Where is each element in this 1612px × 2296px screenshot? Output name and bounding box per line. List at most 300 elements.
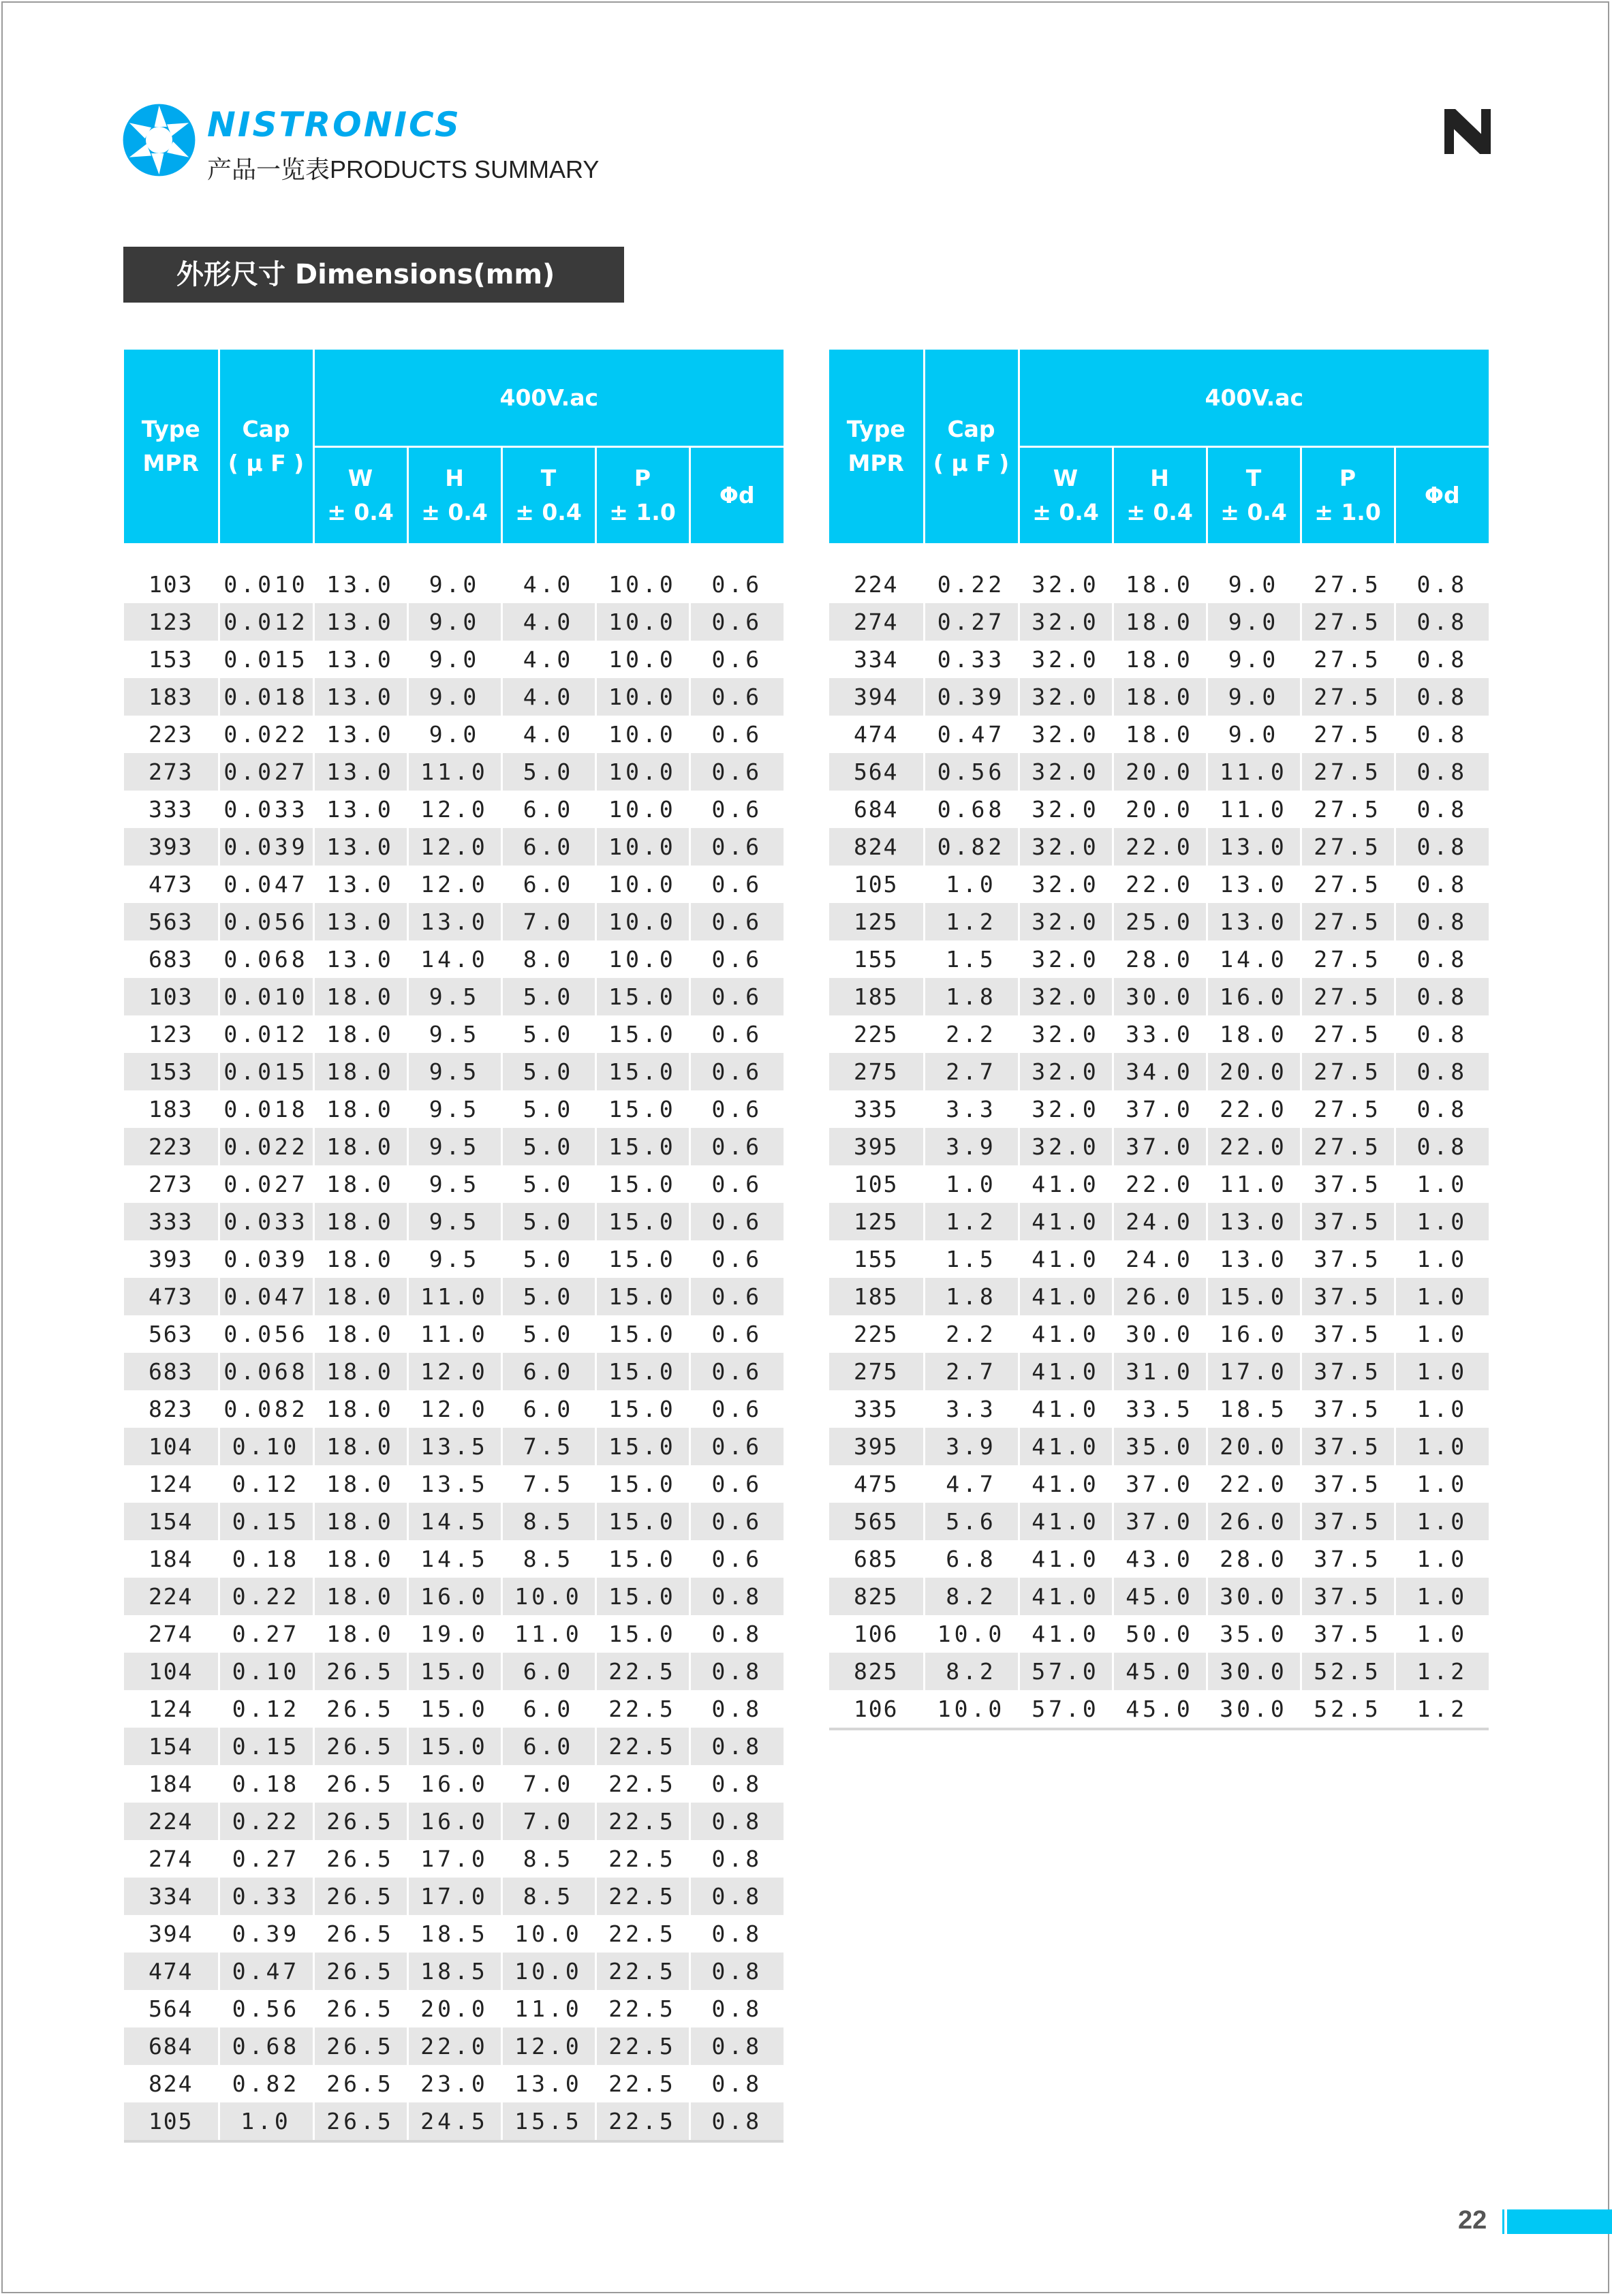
cell-type: 825: [829, 1653, 924, 1690]
cell-cap: 1.0: [924, 866, 1019, 903]
table-row: [829, 1240, 1489, 1278]
cell-w: 26.5: [313, 1728, 407, 1765]
cell-cap: 0.015: [219, 641, 313, 678]
cell-p: 37.5: [1301, 1578, 1395, 1615]
cell-w: 32.0: [1019, 566, 1113, 603]
cell-w: 32.0: [1019, 828, 1113, 866]
cell-p: 10.0: [595, 753, 689, 791]
cell-p: 22.5: [595, 1840, 689, 1878]
table-row: [124, 1128, 784, 1165]
cell-h: 22.0: [1113, 828, 1207, 866]
cell-w: 18.0: [313, 1615, 407, 1653]
cell-p: 10.0: [595, 791, 689, 828]
cell-p: 15.0: [595, 1015, 689, 1053]
table-row: [124, 2027, 784, 2065]
cell-w: 41.0: [1019, 1315, 1113, 1353]
table-row: [829, 1203, 1489, 1240]
cell-t: 7.0: [501, 1803, 595, 1840]
cell-t: 5.0: [501, 1128, 595, 1165]
cell-p: 37.5: [1301, 1315, 1395, 1353]
cell-type: 334: [829, 641, 924, 678]
cell-type: 474: [829, 716, 924, 753]
col-d-header: Φd: [1395, 447, 1489, 545]
cell-w: 57.0: [1019, 1690, 1113, 1728]
cell-t: 20.0: [1207, 1053, 1301, 1090]
cell-type: 565: [829, 1503, 924, 1540]
cell-d: 1.0: [1395, 1615, 1489, 1653]
cell-d: 0.6: [689, 1353, 784, 1390]
table-row: [829, 566, 1489, 603]
table-row: [124, 1165, 784, 1203]
cell-h: 31.0: [1113, 1353, 1207, 1390]
cell-p: 37.5: [1301, 1503, 1395, 1540]
cell-cap: 0.056: [219, 903, 313, 940]
cell-d: 0.8: [689, 2065, 784, 2102]
cell-t: 13.0: [1207, 866, 1301, 903]
cell-t: 7.5: [501, 1428, 595, 1465]
table-row: [124, 566, 784, 603]
cell-type: 105: [829, 1165, 924, 1203]
cell-t: 26.0: [1207, 1503, 1301, 1540]
cell-p: 27.5: [1301, 903, 1395, 940]
cell-type: 334: [124, 1878, 219, 1915]
cell-t: 4.0: [501, 716, 595, 753]
cell-w: 32.0: [1019, 1090, 1113, 1128]
cell-d: 1.0: [1395, 1353, 1489, 1390]
table-row: [829, 1353, 1489, 1390]
section-title: 外形尺寸 Dimensions(mm): [123, 247, 624, 303]
cell-p: 15.0: [595, 1278, 689, 1315]
cell-d: 0.8: [1395, 866, 1489, 903]
cell-type: 683: [124, 1353, 219, 1390]
cell-d: 0.8: [1395, 1128, 1489, 1165]
cell-h: 26.0: [1113, 1278, 1207, 1315]
cell-t: 8.5: [501, 1878, 595, 1915]
cell-d: 0.6: [689, 1203, 784, 1240]
cell-cap: 2.2: [924, 1015, 1019, 1053]
cell-t: 9.0: [1207, 566, 1301, 603]
cell-d: 0.8: [689, 1765, 784, 1803]
table-row: [124, 1503, 784, 1540]
cell-h: 37.0: [1113, 1465, 1207, 1503]
cell-t: 5.0: [501, 1203, 595, 1240]
page-accent-bar: [1507, 2209, 1612, 2234]
table-row: [124, 903, 784, 940]
cell-cap: 3.3: [924, 1390, 1019, 1428]
cell-t: 11.0: [501, 1615, 595, 1653]
cell-cap: 1.5: [924, 940, 1019, 978]
cell-d: 1.0: [1395, 1315, 1489, 1353]
cell-d: 0.8: [1395, 566, 1489, 603]
cell-p: 27.5: [1301, 1053, 1395, 1090]
cell-d: 1.0: [1395, 1465, 1489, 1503]
cell-type: 474: [124, 1953, 219, 1990]
cell-h: 25.0: [1113, 903, 1207, 940]
cell-h: 50.0: [1113, 1615, 1207, 1653]
cell-w: 18.0: [313, 978, 407, 1015]
cell-cap: 0.010: [219, 566, 313, 603]
cell-cap: 1.2: [924, 903, 1019, 940]
cell-t: 28.0: [1207, 1540, 1301, 1578]
cell-cap: 3.9: [924, 1128, 1019, 1165]
cell-d: 0.6: [689, 1540, 784, 1578]
cell-cap: 0.10: [219, 1653, 313, 1690]
cell-t: 6.0: [501, 1653, 595, 1690]
cell-t: 10.0: [501, 1915, 595, 1953]
table-row: [124, 1540, 784, 1578]
cell-d: 0.6: [689, 1315, 784, 1353]
cell-w: 18.0: [313, 1240, 407, 1278]
table-row: [124, 1653, 784, 1690]
cell-t: 12.0: [501, 2027, 595, 2065]
cell-d: 1.0: [1395, 1203, 1489, 1240]
cell-h: 18.5: [407, 1915, 501, 1953]
cell-type: 223: [124, 716, 219, 753]
cell-cap: 0.82: [924, 828, 1019, 866]
cell-cap: 0.015: [219, 1053, 313, 1090]
table-row: [124, 1203, 784, 1240]
cell-h: 30.0: [1113, 1315, 1207, 1353]
cell-h: 45.0: [1113, 1578, 1207, 1615]
table-row: [124, 978, 784, 1015]
cell-p: 27.5: [1301, 866, 1395, 903]
cell-h: 37.0: [1113, 1503, 1207, 1540]
cell-type: 124: [124, 1465, 219, 1503]
cell-t: 13.0: [1207, 828, 1301, 866]
cell-type: 105: [829, 866, 924, 903]
cell-t: 5.0: [501, 1053, 595, 1090]
cell-cap: 5.6: [924, 1503, 1019, 1540]
cell-type: 124: [124, 1690, 219, 1728]
cell-p: 10.0: [595, 866, 689, 903]
cell-h: 9.0: [407, 566, 501, 603]
table-row: [829, 753, 1489, 791]
cell-d: 0.6: [689, 1428, 784, 1465]
cell-h: 11.0: [407, 753, 501, 791]
table-row: [124, 828, 784, 866]
cell-w: 41.0: [1019, 1353, 1113, 1390]
cell-d: 1.2: [1395, 1690, 1489, 1728]
cell-t: 6.0: [501, 791, 595, 828]
cell-d: 1.0: [1395, 1540, 1489, 1578]
table-row: [829, 641, 1489, 678]
cell-type: 223: [124, 1128, 219, 1165]
cell-p: 22.5: [595, 1878, 689, 1915]
cell-d: 0.6: [689, 1015, 784, 1053]
cell-d: 0.6: [689, 791, 784, 828]
cell-type: 106: [829, 1690, 924, 1728]
cell-type: 103: [124, 978, 219, 1015]
cell-h: 15.0: [407, 1653, 501, 1690]
cell-t: 4.0: [501, 678, 595, 716]
cell-cap: 0.47: [924, 716, 1019, 753]
cell-d: 0.8: [1395, 1090, 1489, 1128]
cell-w: 41.0: [1019, 1465, 1113, 1503]
col-h-header: H ± 0.4: [1113, 447, 1207, 545]
cell-w: 13.0: [313, 903, 407, 940]
cell-w: 41.0: [1019, 1203, 1113, 1240]
cell-cap: 0.22: [219, 1803, 313, 1840]
table-row: [124, 866, 784, 903]
cell-type: 473: [124, 1278, 219, 1315]
cell-w: 13.0: [313, 678, 407, 716]
cell-type: 154: [124, 1728, 219, 1765]
cell-w: 18.0: [313, 1503, 407, 1540]
table-row: [829, 903, 1489, 940]
cell-p: 37.5: [1301, 1278, 1395, 1315]
cell-w: 18.0: [313, 1465, 407, 1503]
cell-w: 32.0: [1019, 1015, 1113, 1053]
cell-w: 18.0: [313, 1203, 407, 1240]
table-row: [829, 1278, 1489, 1315]
cell-t: 8.5: [501, 1840, 595, 1878]
cell-type: 224: [124, 1578, 219, 1615]
cell-p: 10.0: [595, 603, 689, 641]
cell-p: 52.5: [1301, 1690, 1395, 1728]
table-row: [124, 1878, 784, 1915]
cell-cap: 0.012: [219, 1015, 313, 1053]
cell-h: 11.0: [407, 1315, 501, 1353]
cell-w: 41.0: [1019, 1615, 1113, 1653]
cell-w: 41.0: [1019, 1540, 1113, 1578]
cell-w: 26.5: [313, 2027, 407, 2065]
cell-d: 0.8: [689, 1728, 784, 1765]
cell-d: 0.8: [1395, 940, 1489, 978]
cell-p: 37.5: [1301, 1615, 1395, 1653]
cell-w: 32.0: [1019, 791, 1113, 828]
cell-cap: 2.7: [924, 1353, 1019, 1390]
cell-cap: 0.018: [219, 678, 313, 716]
cell-h: 45.0: [1113, 1690, 1207, 1728]
table-row: [829, 791, 1489, 828]
cell-t: 22.0: [1207, 1128, 1301, 1165]
cell-p: 15.0: [595, 1090, 689, 1128]
cell-cap: 0.68: [219, 2027, 313, 2065]
cell-w: 26.5: [313, 1915, 407, 1953]
cell-p: 15.0: [595, 1428, 689, 1465]
cell-cap: 0.47: [219, 1953, 313, 1990]
table-row: [124, 1953, 784, 1990]
cell-cap: 0.068: [219, 940, 313, 978]
cell-p: 27.5: [1301, 641, 1395, 678]
cell-type: 475: [829, 1465, 924, 1503]
cell-p: 10.0: [595, 716, 689, 753]
cell-h: 30.0: [1113, 978, 1207, 1015]
cell-cap: 8.2: [924, 1578, 1019, 1615]
table-row: [124, 753, 784, 791]
col-type-header: Type MPR: [829, 350, 924, 545]
cell-h: 28.0: [1113, 940, 1207, 978]
cell-type: 184: [124, 1540, 219, 1578]
cell-d: 0.8: [1395, 716, 1489, 753]
cell-cap: 2.2: [924, 1315, 1019, 1353]
table-row: [124, 1090, 784, 1128]
cell-w: 13.0: [313, 566, 407, 603]
cell-type: 684: [124, 2027, 219, 2065]
table-row: [829, 828, 1489, 866]
cell-cap: 1.5: [924, 1240, 1019, 1278]
cell-d: 0.8: [689, 1990, 784, 2027]
cell-type: 333: [124, 791, 219, 828]
cell-d: 0.6: [689, 903, 784, 940]
cell-h: 35.0: [1113, 1428, 1207, 1465]
cell-d: 0.8: [689, 1615, 784, 1653]
cell-type: 183: [124, 678, 219, 716]
cell-w: 18.0: [313, 1278, 407, 1315]
cell-type: 683: [124, 940, 219, 978]
cell-h: 20.0: [407, 1990, 501, 2027]
table-row: [124, 1465, 784, 1503]
cell-d: 0.8: [1395, 603, 1489, 641]
cell-t: 4.0: [501, 641, 595, 678]
cell-w: 32.0: [1019, 978, 1113, 1015]
cell-w: 18.0: [313, 1015, 407, 1053]
table-row: [124, 1803, 784, 1840]
cell-d: 0.6: [689, 1503, 784, 1540]
cell-d: 0.8: [689, 2027, 784, 2065]
cell-h: 9.5: [407, 1015, 501, 1053]
cell-h: 45.0: [1113, 1653, 1207, 1690]
table-row: [124, 940, 784, 978]
cell-p: 37.5: [1301, 1353, 1395, 1390]
cell-p: 22.5: [595, 2027, 689, 2065]
voltage-header: 400V.ac: [313, 350, 784, 447]
cell-w: 26.5: [313, 1803, 407, 1840]
cell-h: 9.5: [407, 1203, 501, 1240]
table-row: [829, 1578, 1489, 1615]
cell-w: 13.0: [313, 716, 407, 753]
table-row: [124, 641, 784, 678]
cell-t: 6.0: [501, 1690, 595, 1728]
cell-type: 335: [829, 1390, 924, 1428]
cell-t: 35.0: [1207, 1615, 1301, 1653]
cell-p: 22.5: [595, 1765, 689, 1803]
cell-t: 14.0: [1207, 940, 1301, 978]
cell-t: 15.0: [1207, 1278, 1301, 1315]
cell-cap: 0.15: [219, 1503, 313, 1540]
cell-cap: 4.7: [924, 1465, 1019, 1503]
cell-w: 41.0: [1019, 1428, 1113, 1465]
col-cap-header: Cap ( μ F ): [219, 350, 313, 545]
cell-h: 16.0: [407, 1578, 501, 1615]
cell-p: 27.5: [1301, 828, 1395, 866]
cell-w: 26.5: [313, 1878, 407, 1915]
left-table-body: [124, 566, 784, 2140]
cell-p: 15.0: [595, 1203, 689, 1240]
col-p-header: P ± 1.0: [1301, 447, 1395, 545]
cell-t: 22.0: [1207, 1465, 1301, 1503]
cell-cap: 0.039: [219, 828, 313, 866]
cell-w: 26.5: [313, 1653, 407, 1690]
cell-t: 13.0: [1207, 903, 1301, 940]
cell-t: 8.5: [501, 1503, 595, 1540]
cell-type: 224: [124, 1803, 219, 1840]
cell-h: 34.0: [1113, 1053, 1207, 1090]
cell-d: 1.0: [1395, 1278, 1489, 1315]
table-row: [829, 716, 1489, 753]
cell-type: 155: [829, 940, 924, 978]
cell-t: 13.0: [1207, 1240, 1301, 1278]
cell-p: 22.5: [595, 1690, 689, 1728]
cell-cap: 0.27: [219, 1840, 313, 1878]
cell-t: 5.0: [501, 1240, 595, 1278]
cell-h: 24.0: [1113, 1203, 1207, 1240]
cell-t: 6.0: [501, 1728, 595, 1765]
cell-w: 41.0: [1019, 1240, 1113, 1278]
cell-h: 24.5: [407, 2102, 501, 2140]
cell-p: 27.5: [1301, 978, 1395, 1015]
cell-type: 185: [829, 1278, 924, 1315]
cell-p: 22.5: [595, 1990, 689, 2027]
cell-type: 275: [829, 1053, 924, 1090]
table-row: [124, 1915, 784, 1953]
cell-p: 37.5: [1301, 1465, 1395, 1503]
cell-p: 22.5: [595, 1803, 689, 1840]
cell-cap: 0.27: [219, 1615, 313, 1653]
cell-w: 26.5: [313, 1690, 407, 1728]
table-row: [124, 1615, 784, 1653]
table-row: [829, 1053, 1489, 1090]
page-subtitle: 产品一览表PRODUCTS SUMMARY: [207, 155, 600, 183]
cell-d: 1.0: [1395, 1390, 1489, 1428]
cell-d: 0.6: [689, 1053, 784, 1090]
cell-p: 22.5: [595, 2102, 689, 2140]
cell-p: 37.5: [1301, 1390, 1395, 1428]
cell-cap: 0.047: [219, 1278, 313, 1315]
cell-w: 18.0: [313, 1353, 407, 1390]
table-row: [124, 603, 784, 641]
cell-t: 18.5: [1207, 1390, 1301, 1428]
table-row: [124, 2065, 784, 2102]
cell-h: 9.5: [407, 1240, 501, 1278]
cell-h: 12.0: [407, 1353, 501, 1390]
table-row: [829, 940, 1489, 978]
cell-cap: 0.018: [219, 1090, 313, 1128]
cell-d: 0.8: [689, 1840, 784, 1878]
cell-cap: 0.33: [924, 641, 1019, 678]
table-row: [829, 1015, 1489, 1053]
cell-cap: 1.0: [219, 2102, 313, 2140]
table-row: [829, 1540, 1489, 1578]
cell-w: 32.0: [1019, 603, 1113, 641]
cell-p: 27.5: [1301, 791, 1395, 828]
cell-p: 15.0: [595, 1353, 689, 1390]
cell-w: 26.5: [313, 1840, 407, 1878]
cell-w: 26.5: [313, 1765, 407, 1803]
cell-h: 9.0: [407, 716, 501, 753]
cell-d: 0.8: [689, 2102, 784, 2140]
cell-type: 395: [829, 1428, 924, 1465]
cell-p: 15.0: [595, 1240, 689, 1278]
cell-h: 22.0: [407, 2027, 501, 2065]
cell-w: 26.5: [313, 1990, 407, 2027]
cell-cap: 0.39: [219, 1915, 313, 1953]
cell-type: 224: [829, 566, 924, 603]
cell-cap: 0.056: [219, 1315, 313, 1353]
cell-cap: 2.7: [924, 1053, 1019, 1090]
cell-d: 0.6: [689, 1278, 784, 1315]
cell-type: 394: [829, 678, 924, 716]
cell-type: 225: [829, 1015, 924, 1053]
cell-d: 1.0: [1395, 1503, 1489, 1540]
cell-cap: 0.027: [219, 1165, 313, 1203]
col-p-header: P ± 1.0: [595, 447, 689, 545]
cell-cap: 6.8: [924, 1540, 1019, 1578]
table-row: [829, 1390, 1489, 1428]
cell-type: 225: [829, 1315, 924, 1353]
col-t-header: T ± 0.4: [1207, 447, 1301, 545]
cell-type: 393: [124, 828, 219, 866]
